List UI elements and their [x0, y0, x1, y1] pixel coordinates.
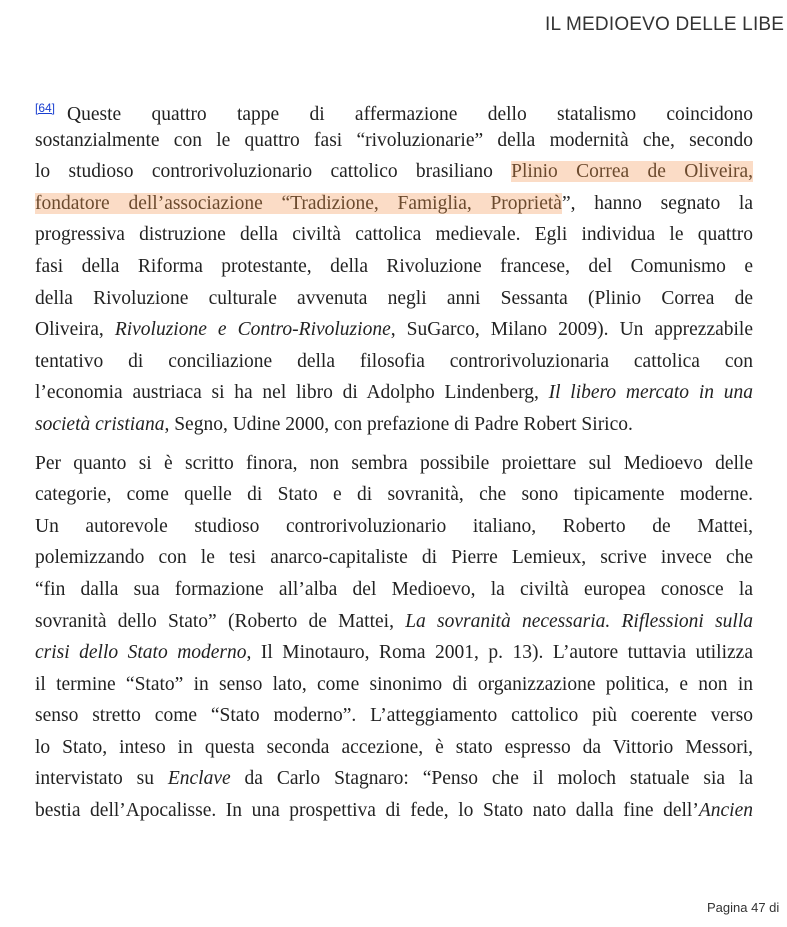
- text-segment: da Carlo Stagnaro: “Penso che il moloch statuale sia la: [230, 768, 753, 790]
- text-segment: fasi della Riforma protestante, della Rivoluzione francese, del Comunismo e: [35, 255, 753, 277]
- text-segment: polemizzando con le tesi anarco-capitaliste di Pierre Lemieux, scrive invece che: [35, 547, 753, 569]
- text-line: [35, 574, 753, 606]
- text-segment: lo Stato, inteso in questa seconda accezione, è stato espresso da Vittorio Messori,: [35, 736, 753, 758]
- text-segment: bestia dell’Apocalisse. In una prospettiva di fede, lo Stato nato dalla fine dell’: [35, 800, 699, 822]
- text-segment: Oliveira,: [35, 319, 115, 341]
- page-number: Pagina 47 di: [707, 900, 780, 915]
- highlighted-text[interactable]: fondatore dell’associazione “Tradizione, Famiglia, Proprietà: [35, 192, 562, 214]
- italic-title: Enclave: [167, 768, 231, 790]
- text-line: [35, 314, 753, 346]
- text-segment: intervistato su: [35, 768, 168, 790]
- paragraph: [35, 448, 753, 827]
- text-line: [35, 542, 753, 574]
- text-segment: tentativo di conciliazione della filosofia controrivoluzionaria cattolica con: [35, 350, 753, 372]
- running-header-title: IL MEDIOEVO DELLE LIBE: [545, 14, 785, 35]
- text-line: [35, 637, 753, 669]
- text-segment: categorie, come quelle di Stato e di sovranità, che sono tipicamente moderne.: [35, 484, 753, 506]
- text-line: [35, 700, 753, 732]
- text-line: [35, 448, 753, 480]
- text-line: [35, 93, 753, 125]
- text-line: [35, 479, 753, 511]
- text-line: [35, 125, 753, 157]
- text-segment: progressiva distruzione della civiltà cattolica medievale. Egli individua le quattro: [35, 224, 753, 246]
- text-segment: l’economia austriaca si ha nel libro di Adolpho Lindenberg,: [35, 382, 549, 404]
- italic-title: Il libero mercato in una: [548, 382, 753, 404]
- book-text: [35, 93, 753, 834]
- italic-title: Rivoluzione e Contro-Rivoluzione: [114, 319, 391, 341]
- text-line: [35, 346, 753, 378]
- text-line: [35, 732, 753, 764]
- text-segment: della Rivoluzione culturale avvenuta negli anni Sessanta (Plinio Correa de: [35, 287, 753, 309]
- text-segment: , Il Minotauro, Roma 2001, p. 13). L’autore tuttavia utilizza: [246, 642, 753, 664]
- italic-title: crisi dello Stato moderno: [35, 642, 247, 664]
- text-line: [35, 795, 753, 827]
- text-line: [35, 763, 753, 795]
- highlighted-text[interactable]: Plinio Correa de Oliveira,: [511, 161, 753, 183]
- text-segment: Queste quattro tappe di affermazione dello statalismo coincidono: [67, 104, 753, 125]
- text-line: [35, 188, 753, 220]
- text-line: [35, 156, 753, 188]
- text-segment: sovranità dello Stato” (Roberto de Mattei,: [35, 610, 406, 632]
- paragraph: [35, 93, 753, 441]
- footnote-link[interactable]: [64]: [35, 101, 56, 115]
- text-segment: lo studioso controrivoluzionario cattolico brasiliano: [35, 161, 512, 183]
- text-segment: , SuGarco, Milano 2009). Un apprezzabile: [390, 319, 753, 341]
- text-segment: Un autorevole studioso controrivoluzionario italiano, Roberto de Mattei,: [35, 515, 753, 537]
- text-segment: senso stretto come “Stato moderno”. L’atteggiamento cattolico più coerente verso: [35, 705, 753, 727]
- text-segment: sostanzialmente con le quattro fasi “rivoluzionarie” della modernità che, secondo: [35, 129, 753, 151]
- italic-title: Ancien: [698, 800, 753, 822]
- text-segment: “fin dalla sua formazione all’alba del Medioevo, la civiltà europea conosce la: [35, 578, 753, 600]
- text-line: [35, 669, 753, 701]
- text-line: [35, 219, 753, 251]
- text-line: [35, 606, 753, 638]
- text-line: [35, 377, 753, 409]
- text-line: [35, 511, 753, 543]
- text-line: [35, 251, 753, 283]
- text-segment: ”, hanno segnato la: [561, 192, 754, 214]
- text-line: [35, 409, 753, 441]
- italic-title: società cristiana: [35, 413, 165, 435]
- text-segment: Per quanto si è scritto finora, non sembra possibile proiettare sul Medioevo delle: [35, 452, 753, 474]
- text-segment: , Segno, Udine 2000, con prefazione di Padre Robert Sirico.: [164, 413, 633, 435]
- text-line: [35, 283, 753, 315]
- text-segment: il termine “Stato” in senso lato, come sinonimo di organizzazione politica, e non in: [35, 673, 753, 695]
- italic-title: La sovranità necessaria. Riflessioni sulla: [405, 610, 753, 632]
